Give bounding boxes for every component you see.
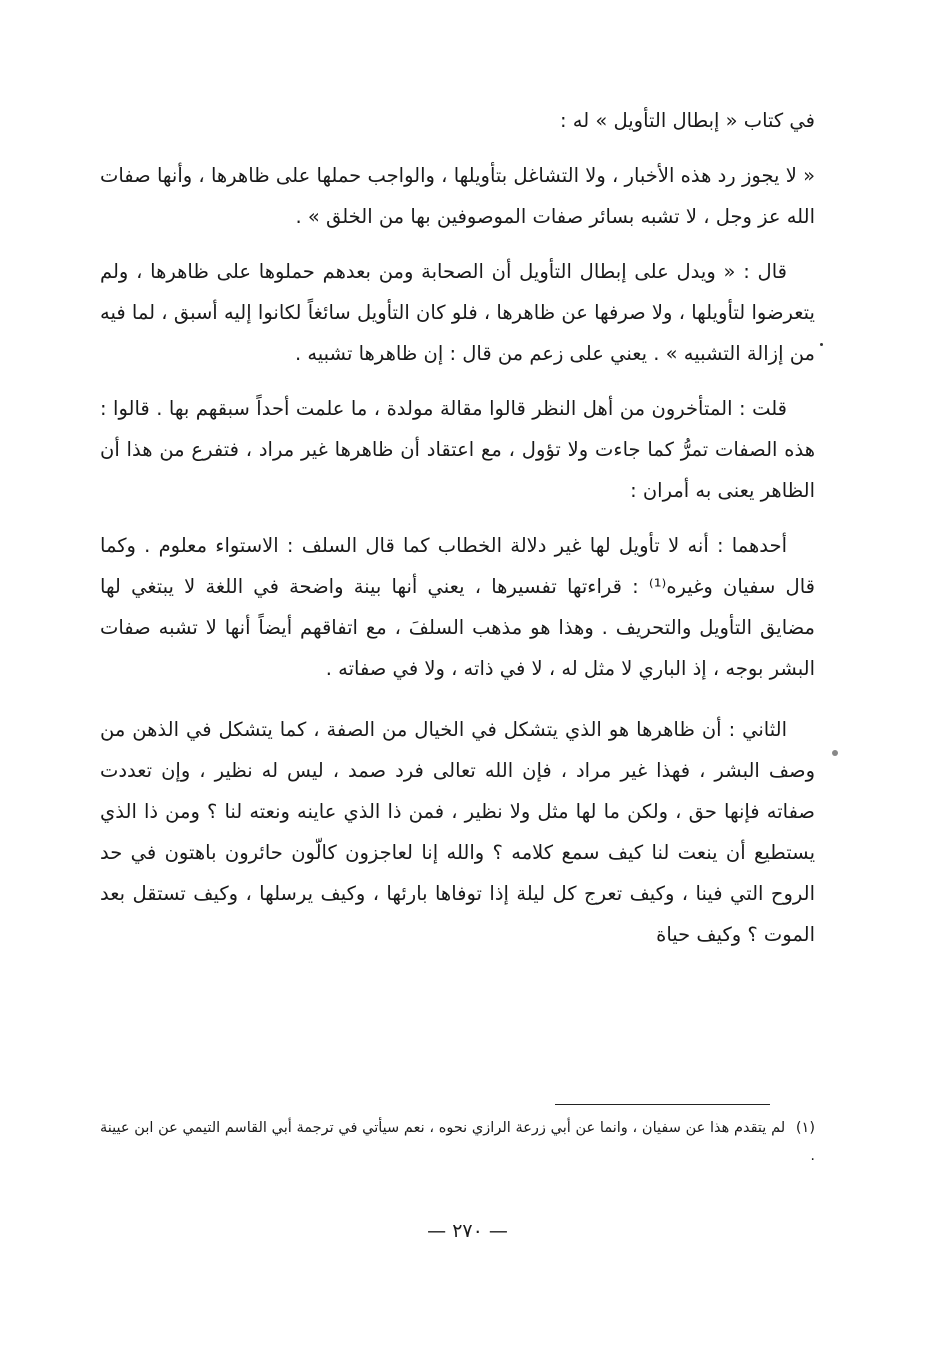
paragraph-intro: في كتاب « إبطال التأويل » له : xyxy=(559,109,815,132)
paragraph-second-meaning: الثاني : أن ظاهرها هو الذي يتشكل في الخيال من الصفة ، كما يتشكل في الذهن من وصف البشر ، فهذا غير مراد ، فإن الله تعالى فرد صمد ، ليس له نظير ، وإن تعددت صفاته فإنها حق ، ولكن ما لها مثل ولا نظير ، فمن ذا الذي عاينه ونعته لنا ؟ ومن ذا الذي يستطيع أن ينعت لنا كيف سمع كلامه ؟ والله إنا لعاجزون كالّون حائرون باهتون في حد الروح التي فينا ، وكيف تعرج كل ليلة إذا توفاها بارئها ، وكيف يرسلها ، وكيف تستقل بعد الموت ؟ وكيف حياة xyxy=(100,718,815,946)
paragraph-qal: قال : « ويدل على إبطال التأويل أن الصحابة ومن بعدهم حملوها على ظاهرها ، ولم يتعرضوا لتأويلها ، ولا صرفها عن ظاهرها ، فلو كان التأويل سائغاً لكانوا إليه أسبق ، لما فيه من إزالة التشبيه » . يعني على زعم من قال : إن ظاهرها تشبيه . xyxy=(100,260,815,365)
scan-speck xyxy=(832,750,838,756)
paragraph-quote: « لا يجوز رد هذه الأخبار ، ولا التشاغل بتأويلها ، والواجب حملها على ظاهرها ، وأنها صفات الله عز وجل ، لا تشبه بسائر صفات الموصوفين بها من الخلق » . xyxy=(100,164,815,228)
footnote xyxy=(100,1114,815,1170)
paragraph-qultu: قلت : المتأخرون من أهل النظر قالوا مقالة مولدة ، ما علمت أحداً سبقهم بها . قالوا : هذه الصفات تمرُّ كما جاءت ولا تؤول ، مع اعتقاد أن ظاهرها غير مراد ، فتفرع من هذا أن الظاهر يعنى به أمران : xyxy=(100,397,815,502)
footnote-divider xyxy=(555,1104,770,1105)
page-body xyxy=(100,100,815,955)
footnote-text: لم يتقدم هذا عن سفيان ، وانما عن أبي زرعة الرازي نحوه ، نعم سيأتي في ترجمة أبي القاسم التيمي عن ابن عيينة . xyxy=(100,1120,815,1164)
page-number: — ٢٧٠ — xyxy=(427,1220,508,1242)
scan-speck xyxy=(820,343,823,346)
paragraph-first-meaning: أحدهما : أنه لا تأويل لها غير دلالة الخطاب كما قال السلف : الاستواء معلوم . وكما قال سفيان وغيره⁽¹⁾ : قراءتها تفسيرها ، يعني أنها بينة واضحة في اللغة لا يبتغي لها مضايق التأويل والتحريف . وهذا هو مذهب السلفَ ، مع اتفاقهم أيضاً أنها لا تشبه صفات البشر بوجه ، إذ الباري لا مثل له ، لا في ذاته ، ولا في صفاته . xyxy=(100,534,815,680)
footnote-number: (١) xyxy=(795,1120,816,1136)
